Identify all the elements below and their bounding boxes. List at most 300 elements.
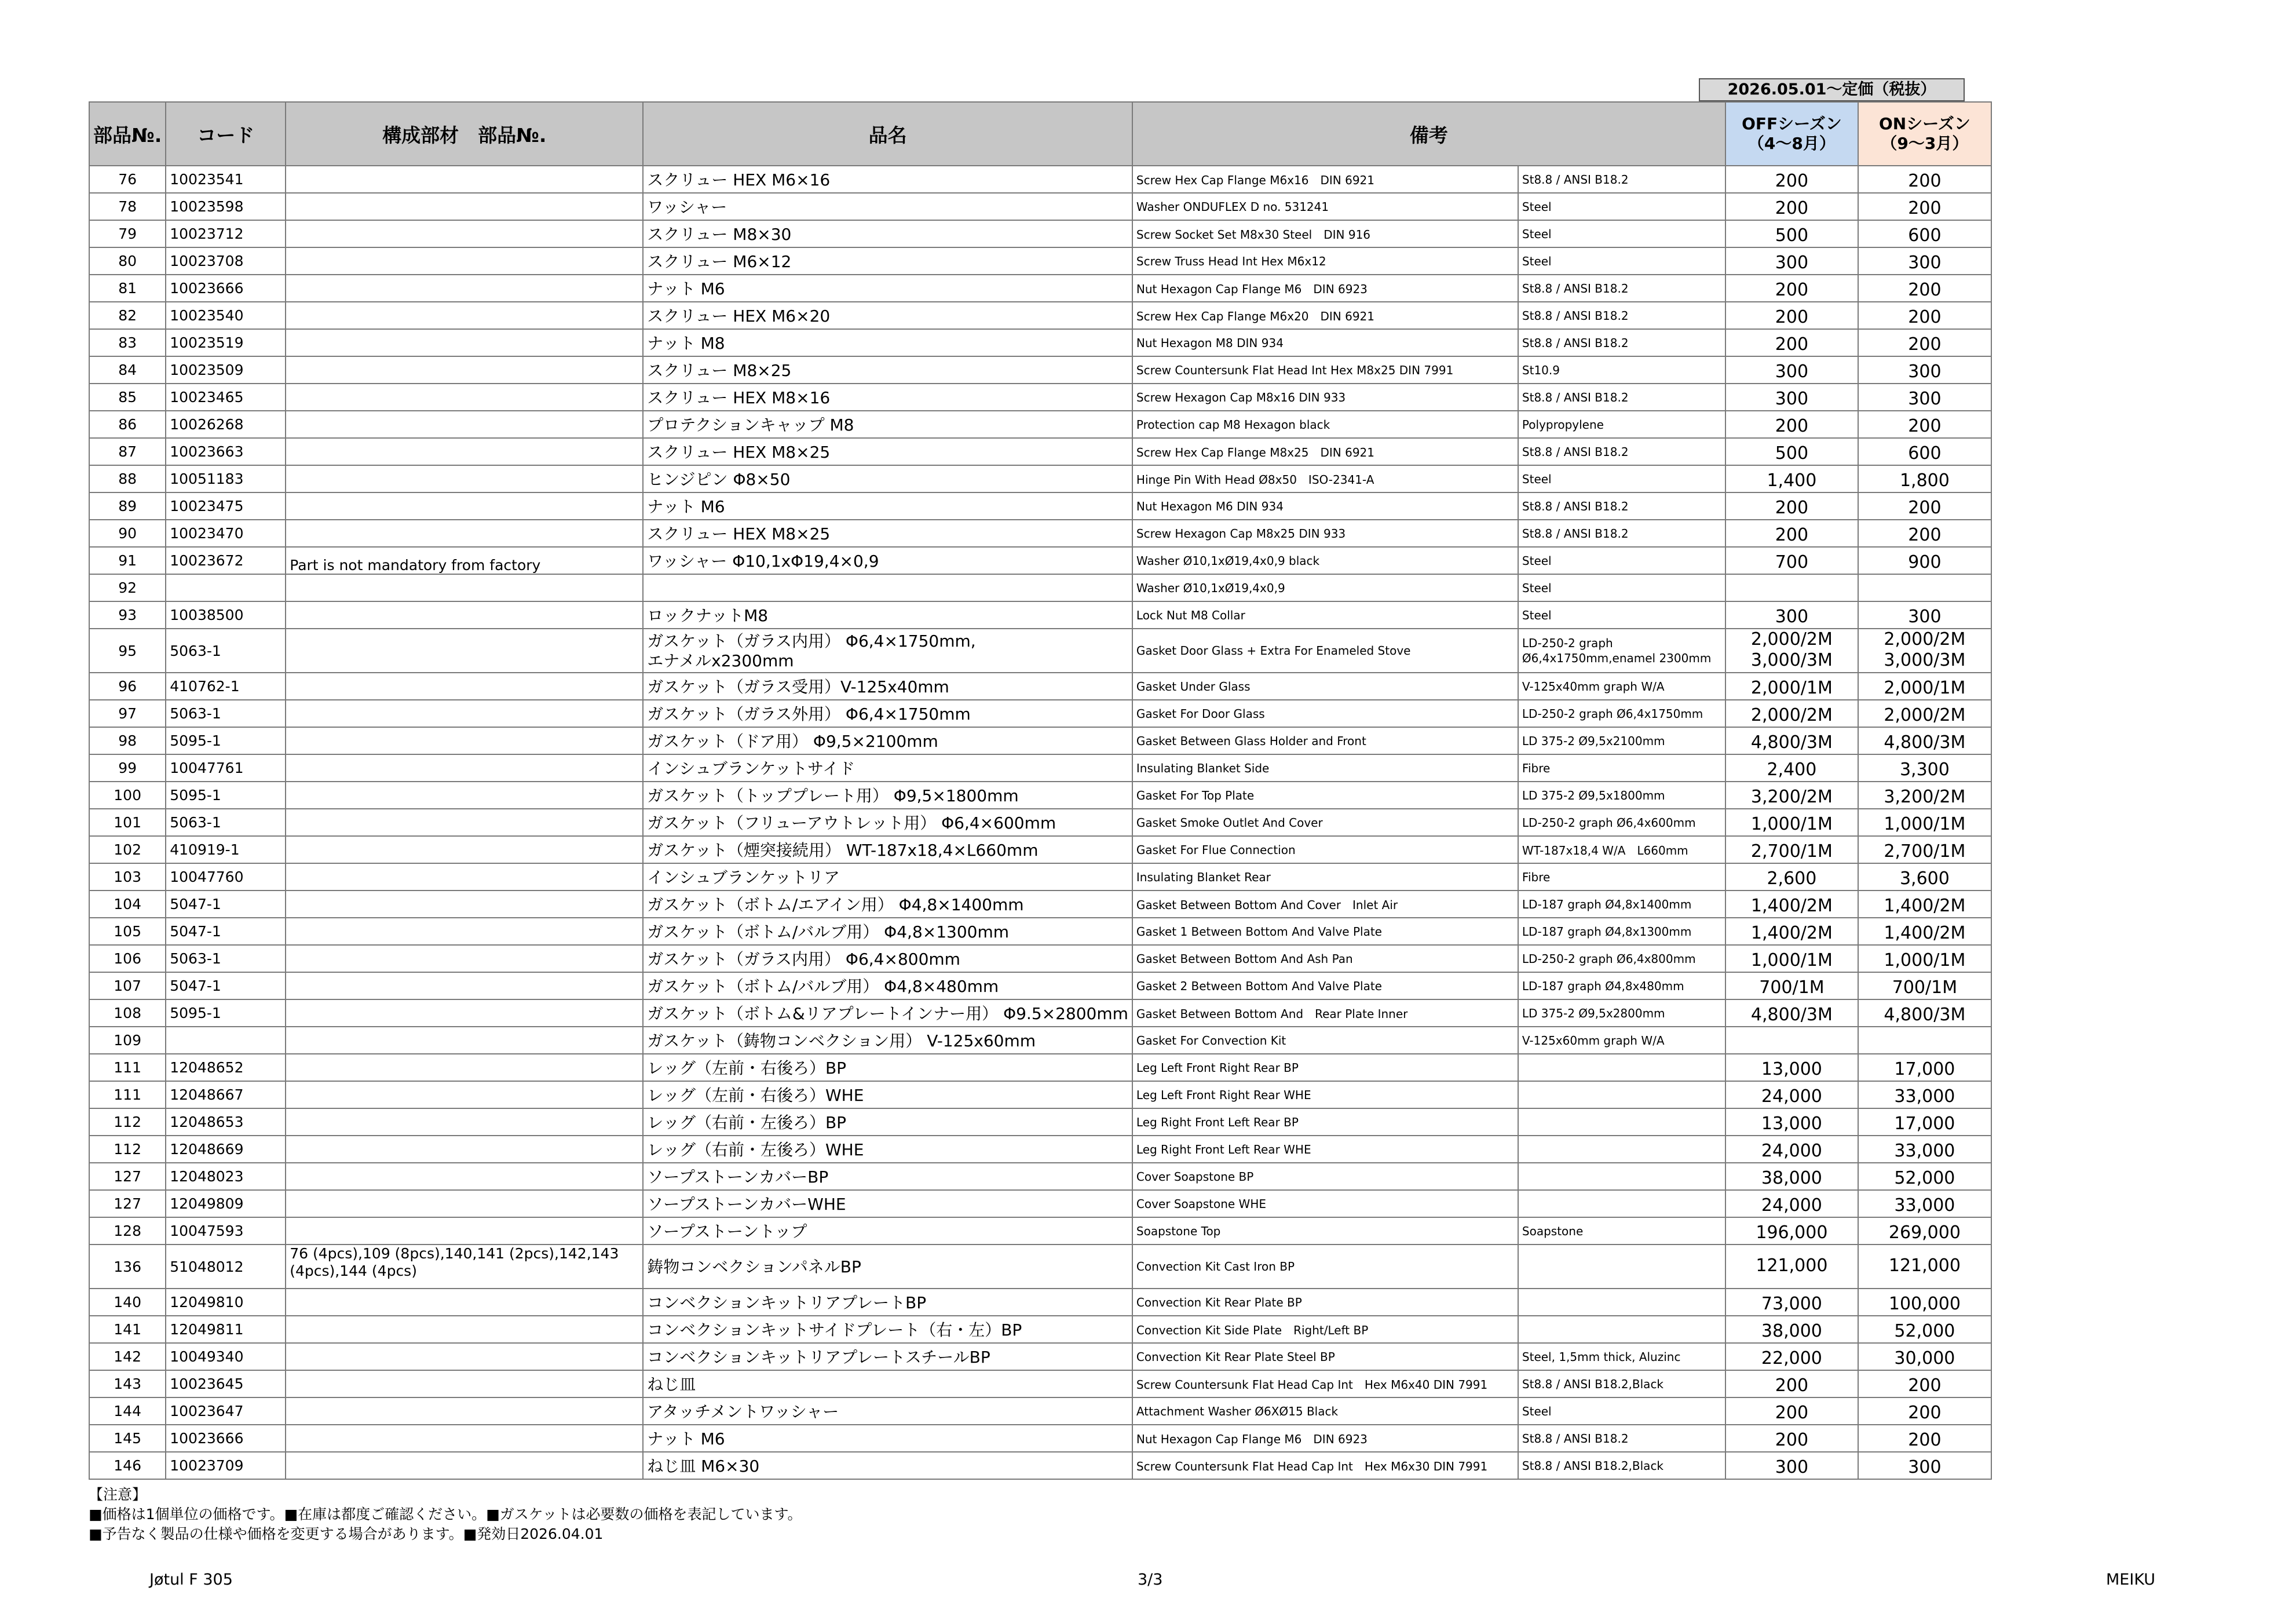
row-off-season-price: 22,000 <box>1725 1343 1858 1370</box>
row-spec <box>1518 1081 1725 1108</box>
table-row <box>89 918 1991 945</box>
table-row <box>89 520 1991 547</box>
row-spec: Steel <box>1518 601 1725 629</box>
row-name: スクリュー M6×12 <box>643 247 1132 275</box>
row-on-season-price: 200 <box>1858 1397 1991 1425</box>
row-remark: Insulating Blanket Rear <box>1132 863 1518 891</box>
row-off-season-price: 200 <box>1725 1425 1858 1452</box>
row-name: スクリュー M8×30 <box>643 220 1132 247</box>
row-part-no: 83 <box>89 329 166 356</box>
row-remark: Leg Left Front Right Rear BP <box>1132 1054 1518 1081</box>
row-on-season-price <box>1858 574 1991 601</box>
row-code <box>166 1027 286 1054</box>
row-spec: LD 375-2 Ø9,5x2100mm <box>1518 727 1725 754</box>
row-part-no: 101 <box>89 809 166 836</box>
row-spec: St8.8 / ANSI B18.2 <box>1518 275 1725 302</box>
row-spec: St8.8 / ANSI B18.2 <box>1518 329 1725 356</box>
row-on-season-price: 700/1M <box>1858 972 1991 999</box>
row-spec <box>1518 1108 1725 1136</box>
row-remark: Washer Ø10,1xØ19,4x0,9 <box>1132 574 1518 601</box>
row-off-season-price: 200 <box>1725 329 1858 356</box>
row-off-season-price: 1,400/2M <box>1725 918 1858 945</box>
row-off-season-price: 4,800/3M <box>1725 727 1858 754</box>
header-name: 品名 <box>643 102 1132 166</box>
row-off-season-price: 300 <box>1725 356 1858 384</box>
row-part-no: 143 <box>89 1370 166 1397</box>
row-on-season-price: 4,800/3M <box>1858 727 1991 754</box>
row-component <box>286 945 643 972</box>
row-part-no: 92 <box>89 574 166 601</box>
row-remark: Lock Nut M8 Collar <box>1132 601 1518 629</box>
row-off-season-price: 200 <box>1725 275 1858 302</box>
row-off-season-price: 200 <box>1725 1370 1858 1397</box>
row-remark: Nut Hexagon Cap Flange M6 DIN 6923 <box>1132 1425 1518 1452</box>
row-on-season-price: 100,000 <box>1858 1289 1991 1316</box>
row-component <box>286 492 643 520</box>
row-code: 12049809 <box>166 1190 286 1217</box>
row-on-season-price: 17,000 <box>1858 1108 1991 1136</box>
row-name: ガスケット（ボトム&リアプレートインナー用） Φ9.5×2800mm <box>643 999 1132 1027</box>
row-on-season-price: 52,000 <box>1858 1316 1991 1343</box>
row-spec <box>1518 1289 1725 1316</box>
header-remarks: 備考 <box>1132 102 1725 166</box>
row-spec: Steel <box>1518 220 1725 247</box>
row-name: レッグ（左前・右後ろ）BP <box>643 1054 1132 1081</box>
header-off-season: OFFシーズン （4～8月） <box>1725 102 1858 166</box>
row-on-season-price: 1,000/1M <box>1858 945 1991 972</box>
table-row <box>89 547 1991 574</box>
row-off-season-price: 200 <box>1725 166 1858 193</box>
row-name: スクリュー M8×25 <box>643 356 1132 384</box>
row-component <box>286 1027 643 1054</box>
row-component <box>286 356 643 384</box>
row-code <box>166 574 286 601</box>
footer-page-number: 3/3 <box>1138 1571 1163 1589</box>
row-off-season-price: 1,400 <box>1725 465 1858 492</box>
row-name: スクリュー HEX M6×16 <box>643 166 1132 193</box>
row-name: ガスケット（ボトム/バルブ用） Φ4,8×1300mm <box>643 918 1132 945</box>
row-component <box>286 782 643 809</box>
row-spec <box>1518 1163 1725 1190</box>
table-row <box>89 1054 1991 1081</box>
table-row <box>89 275 1991 302</box>
row-name: レッグ（左前・右後ろ）WHE <box>643 1081 1132 1108</box>
notes-heading: 【注意】 <box>89 1486 147 1503</box>
row-part-no: 104 <box>89 891 166 918</box>
row-on-season-price: 1,400/2M <box>1858 891 1991 918</box>
row-name <box>643 574 1132 601</box>
row-part-no: 103 <box>89 863 166 891</box>
row-spec: Steel <box>1518 547 1725 574</box>
row-code: 10023647 <box>166 1397 286 1425</box>
row-code: 410762-1 <box>166 673 286 700</box>
row-component <box>286 1190 643 1217</box>
row-on-season-price: 200 <box>1858 520 1991 547</box>
table-row <box>89 727 1991 754</box>
table-row <box>89 465 1991 492</box>
row-off-season-price: 700 <box>1725 547 1858 574</box>
row-component <box>286 700 643 727</box>
row-remark: Screw Hex Cap Flange M6x16 DIN 6921 <box>1132 166 1518 193</box>
row-part-no: 82 <box>89 302 166 329</box>
table-row <box>89 863 1991 891</box>
row-on-season-price: 33,000 <box>1858 1190 1991 1217</box>
row-spec: Soapstone <box>1518 1217 1725 1245</box>
row-on-season-price: 200 <box>1858 1370 1991 1397</box>
row-part-no: 140 <box>89 1289 166 1316</box>
row-remark: Hinge Pin With Head Ø8x50 ISO-2341-A <box>1132 465 1518 492</box>
row-remark: Washer ONDUFLEX D no. 531241 <box>1132 193 1518 220</box>
row-part-no: 93 <box>89 601 166 629</box>
row-spec <box>1518 1190 1725 1217</box>
row-on-season-price: 2,700/1M <box>1858 836 1991 863</box>
row-code: 10023645 <box>166 1370 286 1397</box>
table-row <box>89 329 1991 356</box>
row-part-no: 99 <box>89 754 166 782</box>
row-remark: Screw Countersunk Flat Head Cap Int Hex M6x40 DIN 7991 <box>1132 1370 1518 1397</box>
table-row <box>89 1452 1991 1479</box>
row-code: 5063-1 <box>166 809 286 836</box>
row-spec: St8.8 / ANSI B18.2 <box>1518 438 1725 465</box>
row-component <box>286 220 643 247</box>
table-row <box>89 1190 1991 1217</box>
row-remark: Gasket 2 Between Bottom And Valve Plate <box>1132 972 1518 999</box>
row-on-season-price: 900 <box>1858 547 1991 574</box>
row-off-season-price: 200 <box>1725 411 1858 438</box>
row-name: ロックナットM8 <box>643 601 1132 629</box>
row-code: 10023470 <box>166 520 286 547</box>
row-code: 10023598 <box>166 193 286 220</box>
row-code: 10023708 <box>166 247 286 275</box>
row-name: ねじ皿 <box>643 1370 1132 1397</box>
row-code: 10038500 <box>166 601 286 629</box>
row-on-season-price: 30,000 <box>1858 1343 1991 1370</box>
row-code: 10023465 <box>166 384 286 411</box>
table-row <box>89 673 1991 700</box>
row-remark: Convection Kit Rear Plate Steel BP <box>1132 1343 1518 1370</box>
row-off-season-price: 200 <box>1725 302 1858 329</box>
table-row <box>89 1245 1991 1289</box>
table-row <box>89 1136 1991 1163</box>
table-row <box>89 438 1991 465</box>
row-component <box>286 754 643 782</box>
row-code: 10049340 <box>166 1343 286 1370</box>
row-name: 鋳物コンベクションパネルBP <box>643 1245 1132 1289</box>
row-component <box>286 809 643 836</box>
row-part-no: 142 <box>89 1343 166 1370</box>
row-spec: LD 375-2 Ø9,5x1800mm <box>1518 782 1725 809</box>
table-row <box>89 193 1991 220</box>
row-code: 10023540 <box>166 302 286 329</box>
table-row <box>89 1425 1991 1452</box>
row-part-no: 88 <box>89 465 166 492</box>
row-off-season-price: 300 <box>1725 384 1858 411</box>
row-remark: Screw Socket Set M8x30 Steel DIN 916 <box>1132 220 1518 247</box>
row-spec: St8.8 / ANSI B18.2,Black <box>1518 1370 1725 1397</box>
row-part-no: 102 <box>89 836 166 863</box>
row-off-season-price: 1,000/1M <box>1725 809 1858 836</box>
row-off-season-price: 24,000 <box>1725 1190 1858 1217</box>
row-off-season-price: 2,000/2M <box>1725 700 1858 727</box>
row-part-no: 100 <box>89 782 166 809</box>
row-name: ソープストーントップ <box>643 1217 1132 1245</box>
row-code: 10023541 <box>166 166 286 193</box>
row-part-no: 112 <box>89 1108 166 1136</box>
row-component <box>286 574 643 601</box>
table-row <box>89 1108 1991 1136</box>
table-body <box>89 166 1991 1479</box>
row-name: インシュブランケットリア <box>643 863 1132 891</box>
row-on-season-price: 200 <box>1858 329 1991 356</box>
row-remark: Gasket Between Bottom And Rear Plate Inner <box>1132 999 1518 1027</box>
row-spec <box>1518 1054 1725 1081</box>
row-part-no: 127 <box>89 1163 166 1190</box>
row-part-no: 81 <box>89 275 166 302</box>
row-remark: Gasket 1 Between Bottom And Valve Plate <box>1132 918 1518 945</box>
table-row <box>89 891 1991 918</box>
table-row <box>89 629 1991 673</box>
row-remark: Leg Left Front Right Rear WHE <box>1132 1081 1518 1108</box>
row-name: ナット M6 <box>643 1425 1132 1452</box>
row-code: 5095-1 <box>166 999 286 1027</box>
header-part-no: 部品№. <box>89 102 166 166</box>
row-part-no: 97 <box>89 700 166 727</box>
table-row <box>89 1081 1991 1108</box>
row-code: 12049810 <box>166 1289 286 1316</box>
row-spec <box>1518 1316 1725 1343</box>
row-on-season-price: 3,600 <box>1858 863 1991 891</box>
row-part-no: 108 <box>89 999 166 1027</box>
table-row <box>89 601 1991 629</box>
row-on-season-price: 200 <box>1858 411 1991 438</box>
row-component <box>286 1163 643 1190</box>
row-off-season-price: 2,700/1M <box>1725 836 1858 863</box>
row-part-no: 111 <box>89 1054 166 1081</box>
row-remark: Soapstone Top <box>1132 1217 1518 1245</box>
row-code: 51048012 <box>166 1245 286 1289</box>
row-name: ナット M6 <box>643 275 1132 302</box>
row-on-season-price: 52,000 <box>1858 1163 1991 1190</box>
row-off-season-price: 300 <box>1725 247 1858 275</box>
row-code: 410919-1 <box>166 836 286 863</box>
row-remark: Cover Soapstone BP <box>1132 1163 1518 1190</box>
row-code: 10023519 <box>166 329 286 356</box>
row-part-no: 90 <box>89 520 166 547</box>
row-component <box>286 918 643 945</box>
row-on-season-price: 121,000 <box>1858 1245 1991 1289</box>
header-code: コード <box>166 102 286 166</box>
row-on-season-price: 1,400/2M <box>1858 918 1991 945</box>
row-code: 10023475 <box>166 492 286 520</box>
row-off-season-price: 2,000/1M <box>1725 673 1858 700</box>
row-on-season-price: 4,800/3M <box>1858 999 1991 1027</box>
table-row <box>89 574 1991 601</box>
row-component <box>286 520 643 547</box>
row-off-season-price: 700/1M <box>1725 972 1858 999</box>
row-spec: LD-187 graph Ø4,8x480mm <box>1518 972 1725 999</box>
row-name: ガスケット（ガラス外用） Φ6,4×1750mm <box>643 700 1132 727</box>
row-name: ガスケット（ドア用） Φ9,5×2100mm <box>643 727 1132 754</box>
row-part-no: 109 <box>89 1027 166 1054</box>
table-row <box>89 247 1991 275</box>
row-on-season-price: 300 <box>1858 356 1991 384</box>
row-code: 10047761 <box>166 754 286 782</box>
row-part-no: 80 <box>89 247 166 275</box>
row-part-no: 146 <box>89 1452 166 1479</box>
row-on-season-price: 269,000 <box>1858 1217 1991 1245</box>
row-remark: Leg Right Front Left Rear BP <box>1132 1108 1518 1136</box>
row-component <box>286 1370 643 1397</box>
row-spec: St8.8 / ANSI B18.2 <box>1518 166 1725 193</box>
row-on-season-price <box>1858 1027 1991 1054</box>
row-remark: Convection Kit Rear Plate BP <box>1132 1289 1518 1316</box>
row-on-season-price: 200 <box>1858 1425 1991 1452</box>
footer-model: Jøtul F 305 <box>149 1571 233 1589</box>
row-on-season-price: 3,300 <box>1858 754 1991 782</box>
row-component <box>286 1054 643 1081</box>
row-component <box>286 972 643 999</box>
row-name: ソープストーンカバーBP <box>643 1163 1132 1190</box>
row-code: 5063-1 <box>166 945 286 972</box>
row-on-season-price: 33,000 <box>1858 1136 1991 1163</box>
row-code: 5047-1 <box>166 891 286 918</box>
table-row <box>89 1343 1991 1370</box>
row-spec: LD-250-2 graph Ø6,4x1750mm <box>1518 700 1725 727</box>
table-row <box>89 1289 1991 1316</box>
table-row <box>89 411 1991 438</box>
row-spec: Fibre <box>1518 754 1725 782</box>
row-component: Part is not mandatory from factory <box>286 547 643 574</box>
row-off-season-price: 500 <box>1725 220 1858 247</box>
row-spec: LD-250-2 graph Ø6,4x1750mm,enamel 2300mm <box>1518 629 1725 673</box>
table-row <box>89 1370 1991 1397</box>
row-component <box>286 1397 643 1425</box>
row-part-no: 85 <box>89 384 166 411</box>
table-row <box>89 166 1991 193</box>
row-part-no: 91 <box>89 547 166 574</box>
row-on-season-price: 200 <box>1858 302 1991 329</box>
row-component <box>286 1136 643 1163</box>
row-name: ガスケット（鋳物コンベクション用） V-125x60mm <box>643 1027 1132 1054</box>
row-part-no: 145 <box>89 1425 166 1452</box>
row-code: 5095-1 <box>166 727 286 754</box>
row-code: 12049811 <box>166 1316 286 1343</box>
row-spec <box>1518 1245 1725 1289</box>
row-off-season-price: 3,200/2M <box>1725 782 1858 809</box>
table-row <box>89 384 1991 411</box>
row-code: 12048667 <box>166 1081 286 1108</box>
row-remark: Nut Hexagon M8 DIN 934 <box>1132 329 1518 356</box>
row-remark: Protection cap M8 Hexagon black <box>1132 411 1518 438</box>
row-name: コンベクションキットリアプレートスチールBP <box>643 1343 1132 1370</box>
row-spec: St10.9 <box>1518 356 1725 384</box>
row-name: ソープストーンカバーWHE <box>643 1190 1132 1217</box>
row-code: 10023709 <box>166 1452 286 1479</box>
table-row <box>89 356 1991 384</box>
row-name: ワッシャー <box>643 193 1132 220</box>
row-spec: LD-187 graph Ø4,8x1300mm <box>1518 918 1725 945</box>
row-part-no: 89 <box>89 492 166 520</box>
row-name: ヒンジピン Φ8×50 <box>643 465 1132 492</box>
row-name: スクリュー HEX M6×20 <box>643 302 1132 329</box>
row-name: ガスケット（ガラス内用） Φ6,4×800mm <box>643 945 1132 972</box>
row-on-season-price: 3,200/2M <box>1858 782 1991 809</box>
row-spec: Fibre <box>1518 863 1725 891</box>
row-name: ガスケット（フリューアウトレット用） Φ6,4×600mm <box>643 809 1132 836</box>
row-component <box>286 891 643 918</box>
row-remark: Gasket Under Glass <box>1132 673 1518 700</box>
row-on-season-price: 600 <box>1858 438 1991 465</box>
row-component <box>286 438 643 465</box>
row-spec: WT-187x18,4 W/A L660mm <box>1518 836 1725 863</box>
row-spec <box>1518 1136 1725 1163</box>
row-component <box>286 275 643 302</box>
row-part-no: 106 <box>89 945 166 972</box>
row-remark: Screw Countersunk Flat Head Cap Int Hex M6x30 DIN 7991 <box>1132 1452 1518 1479</box>
row-component <box>286 329 643 356</box>
row-component <box>286 1108 643 1136</box>
row-remark: Screw Countersunk Flat Head Int Hex M8x25 DIN 7991 <box>1132 356 1518 384</box>
row-component <box>286 673 643 700</box>
row-component <box>286 999 643 1027</box>
row-remark: Nut Hexagon M6 DIN 934 <box>1132 492 1518 520</box>
row-on-season-price: 600 <box>1858 220 1991 247</box>
row-component <box>286 601 643 629</box>
row-on-season-price: 1,800 <box>1858 465 1991 492</box>
row-spec: Steel <box>1518 193 1725 220</box>
row-remark: Gasket Between Bottom And Ash Pan <box>1132 945 1518 972</box>
table-row <box>89 220 1991 247</box>
row-code: 10023663 <box>166 438 286 465</box>
row-spec: V-125x40mm graph W/A <box>1518 673 1725 700</box>
row-component <box>286 1452 643 1479</box>
row-remark: Convection Kit Side Plate Right/Left BP <box>1132 1316 1518 1343</box>
row-off-season-price: 24,000 <box>1725 1136 1858 1163</box>
row-off-season-price: 196,000 <box>1725 1217 1858 1245</box>
row-part-no: 79 <box>89 220 166 247</box>
row-component <box>286 166 643 193</box>
row-name: ガスケット（ボトム/エアイン用） Φ4,8×1400mm <box>643 891 1132 918</box>
row-name: インシュブランケットサイド <box>643 754 1132 782</box>
row-spec: Steel, 1,5mm thick, Aluzinc <box>1518 1343 1725 1370</box>
row-part-no: 127 <box>89 1190 166 1217</box>
row-part-no: 76 <box>89 166 166 193</box>
row-spec: St8.8 / ANSI B18.2 <box>1518 492 1725 520</box>
price-period-header: 2026.05.01～定価（税抜） <box>1699 78 1965 101</box>
row-on-season-price: 200 <box>1858 275 1991 302</box>
table-row <box>89 945 1991 972</box>
row-code: 12048023 <box>166 1163 286 1190</box>
row-component <box>286 302 643 329</box>
row-part-no: 87 <box>89 438 166 465</box>
row-code: 10023666 <box>166 1425 286 1452</box>
row-component <box>286 193 643 220</box>
row-remark: Leg Right Front Left Rear WHE <box>1132 1136 1518 1163</box>
row-spec: Polypropylene <box>1518 411 1725 438</box>
row-code: 12048653 <box>166 1108 286 1136</box>
row-on-season-price: 300 <box>1858 384 1991 411</box>
row-spec: St8.8 / ANSI B18.2 <box>1518 1425 1725 1452</box>
table-row <box>89 1397 1991 1425</box>
row-spec: LD-250-2 graph Ø6,4x800mm <box>1518 945 1725 972</box>
footer-brand: MEIKU <box>2106 1571 2156 1589</box>
table-row <box>89 700 1991 727</box>
row-remark: Gasket For Top Plate <box>1132 782 1518 809</box>
row-component <box>286 384 643 411</box>
row-component: 76 (4pcs),109 (8pcs),140,141 (2pcs),142,143 (4pcs),144 (4pcs) <box>286 1245 643 1289</box>
row-component <box>286 836 643 863</box>
row-component <box>286 629 643 673</box>
